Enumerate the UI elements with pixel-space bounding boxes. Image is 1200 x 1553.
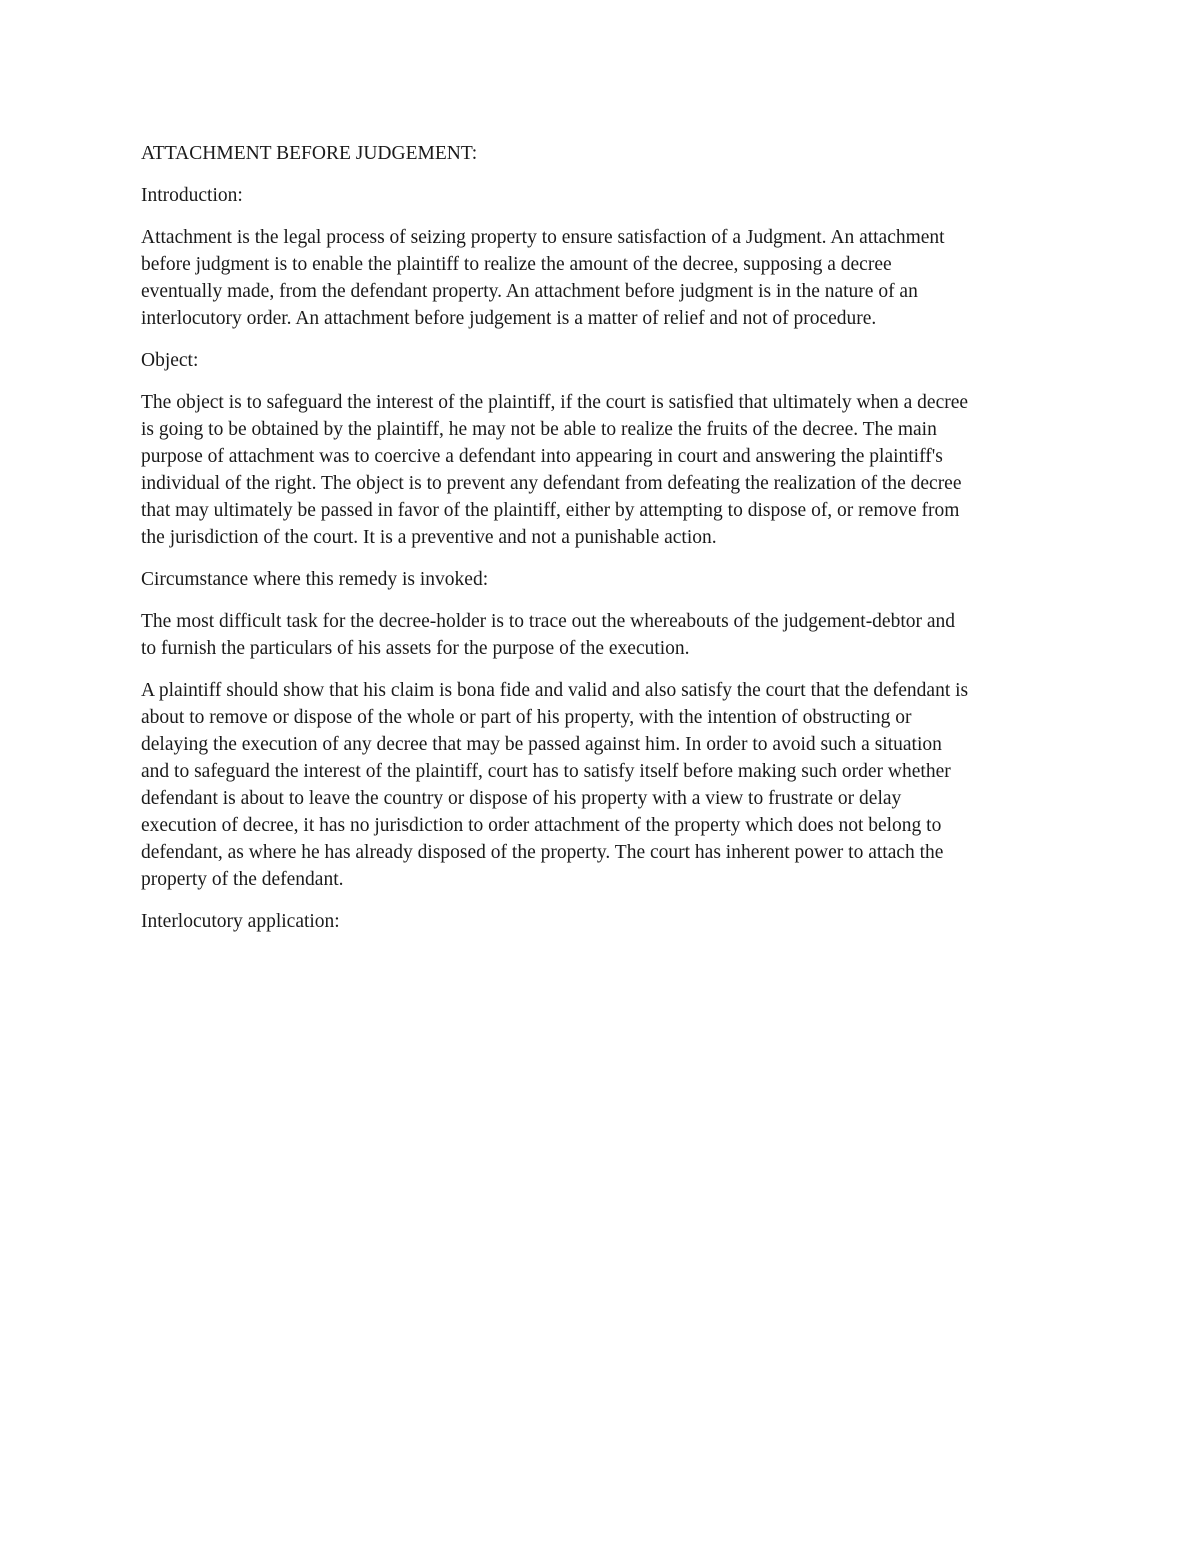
paragraph-circumstance-1: [141, 608, 1061, 662]
text-line: before judgment is to enable the plaintiff to realize the amount of the decree, supposing a decree: [141, 254, 892, 275]
text-line: to furnish the particulars of his assets for the purpose of the execution.: [141, 638, 690, 659]
section-heading-introduction: Introduction:: [141, 185, 243, 206]
text-line: The most difficult task for the decree-holder is to trace out the whereabouts of the judgement-debtor and: [141, 611, 956, 632]
text-line: defendant, as where he has already disposed of the property. The court has inherent power to attach the: [141, 842, 944, 863]
text-line: about to remove or dispose of the whole or part of his property, with the intention of obstructing or: [141, 707, 912, 728]
text-line: purpose of attachment was to coercive a defendant into appearing in court and answering the plaintiff's: [141, 446, 943, 467]
paragraph-circumstance-2: [141, 677, 1061, 893]
text-line: that may ultimately be passed in favor of the plaintiff, either by attempting to dispose of, or remove from: [141, 500, 960, 521]
paragraph-object: [141, 389, 1061, 551]
document-page: [141, 140, 1061, 950]
text-line: is going to be obtained by the plaintiff, he may not be able to realize the fruits of the decree. The main: [141, 419, 937, 440]
text-line: and to safeguard the interest of the plaintiff, court has to satisfy itself before making such order whether: [141, 761, 951, 782]
section-heading-interlocutory-application: Interlocutory application:: [141, 911, 340, 932]
paragraph-introduction: [141, 224, 1061, 332]
document-title: ATTACHMENT BEFORE JUDGEMENT:: [141, 143, 478, 164]
text-line: eventually made, from the defendant property. An attachment before judgment is in the nature of an: [141, 281, 918, 302]
text-line: delaying the execution of any decree that may be passed against him. In order to avoid such a situation: [141, 734, 942, 755]
section-heading-object: Object:: [141, 350, 199, 371]
text-line: property of the defendant.: [141, 869, 344, 890]
text-line: A plaintiff should show that his claim is bona fide and valid and also satisfy the court that the defendant is: [141, 680, 969, 701]
text-line: execution of decree, it has no jurisdiction to order attachment of the property which does not belong to: [141, 815, 942, 836]
text-line: The object is to safeguard the interest of the plaintiff, if the court is satisfied that ultimately when a decree: [141, 392, 969, 413]
section-heading-circumstance: Circumstance where this remedy is invoked:: [141, 569, 489, 590]
text-line: the jurisdiction of the court. It is a preventive and not a punishable action.: [141, 527, 717, 548]
text-line: defendant is about to leave the country or dispose of his property with a view to frustrate or delay: [141, 788, 902, 809]
text-line: Attachment is the legal process of seizing property to ensure satisfaction of a Judgment. An attachment: [141, 227, 945, 248]
text-line: individual of the right. The object is to prevent any defendant from defeating the realization of the decree: [141, 473, 962, 494]
text-line: interlocutory order. An attachment before judgement is a matter of relief and not of procedure.: [141, 308, 877, 329]
